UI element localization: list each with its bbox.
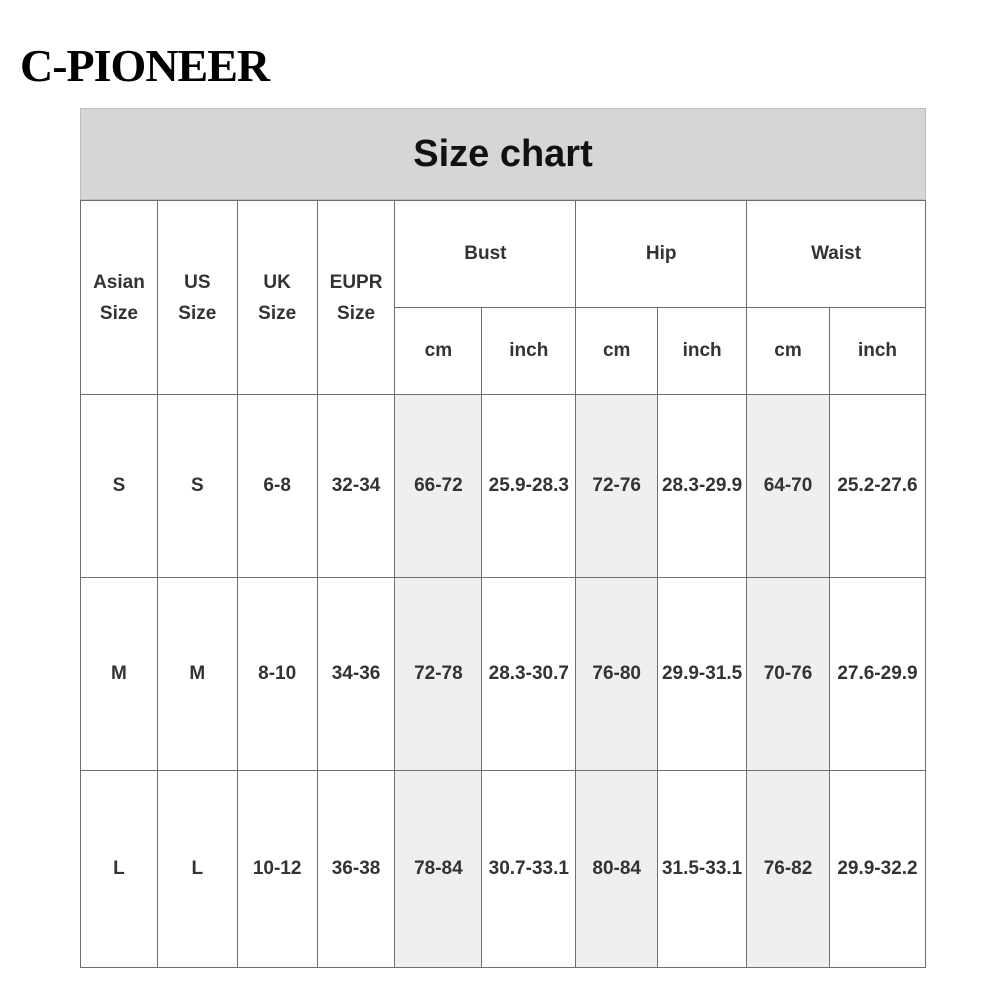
header-us-line2: Size (178, 302, 217, 324)
header-eupr-line2: Size (337, 302, 376, 324)
header-asian-line1: Asian (93, 271, 145, 293)
header-hip: Hip (576, 201, 747, 308)
size-chart (80, 108, 926, 968)
cell-us-size: S (157, 395, 237, 578)
header-asian-size (81, 201, 158, 395)
cell-eupr-size: 34-36 (317, 578, 395, 771)
cell-us-size: M (157, 578, 237, 771)
cell-uk-size: 8-10 (237, 578, 317, 771)
unit-bust-cm: cm (395, 308, 482, 395)
cell-bust-cm: 78-84 (395, 771, 482, 968)
cell-waist-inch: 27.6-29.9 (829, 578, 925, 771)
unit-bust-inch: inch (482, 308, 576, 395)
header-us-size (157, 201, 237, 395)
chart-title: Size chart (80, 108, 926, 200)
cell-waist-inch: 29.9-32.2 (829, 771, 925, 968)
cell-waist-cm: 64-70 (747, 395, 830, 578)
cell-hip-cm: 72-76 (576, 395, 658, 578)
header-eupr-size (317, 201, 395, 395)
unit-hip-inch: inch (658, 308, 747, 395)
cell-uk-size: 10-12 (237, 771, 317, 968)
cell-waist-inch: 25.2-27.6 (829, 395, 925, 578)
cell-bust-cm: 72-78 (395, 578, 482, 771)
cell-asian-size: L (81, 771, 158, 968)
cell-hip-inch: 28.3-29.9 (658, 395, 747, 578)
cell-hip-inch: 31.5-33.1 (658, 771, 747, 968)
header-uk-line2: Size (258, 302, 297, 324)
header-uk-size (237, 201, 317, 395)
header-asian-line2: Size (99, 302, 138, 324)
table-row (81, 578, 926, 771)
cell-us-size: L (157, 771, 237, 968)
cell-hip-cm: 80-84 (576, 771, 658, 968)
table-row (81, 771, 926, 968)
header-row-groups (81, 201, 926, 308)
size-table (80, 200, 926, 968)
cell-bust-inch: 25.9-28.3 (482, 395, 576, 578)
cell-asian-size: M (81, 578, 158, 771)
header-us-line1: US (184, 271, 211, 293)
cell-bust-cm: 66-72 (395, 395, 482, 578)
cell-eupr-size: 36-38 (317, 771, 395, 968)
header-eupr-line1: EUPR (329, 271, 383, 293)
cell-asian-size: S (81, 395, 158, 578)
cell-waist-cm: 76-82 (747, 771, 830, 968)
header-uk-line1: UK (263, 271, 291, 293)
cell-uk-size: 6-8 (237, 395, 317, 578)
unit-waist-inch: inch (829, 308, 925, 395)
cell-bust-inch: 30.7-33.1 (482, 771, 576, 968)
cell-eupr-size: 32-34 (317, 395, 395, 578)
cell-bust-inch: 28.3-30.7 (482, 578, 576, 771)
brand-logo: C-PIONEER (20, 40, 270, 91)
header-waist: Waist (747, 201, 926, 308)
cell-waist-cm: 70-76 (747, 578, 830, 771)
unit-waist-cm: cm (747, 308, 830, 395)
unit-hip-cm: cm (576, 308, 658, 395)
table-row (81, 395, 926, 578)
cell-hip-inch: 29.9-31.5 (658, 578, 747, 771)
cell-hip-cm: 76-80 (576, 578, 658, 771)
header-bust: Bust (395, 201, 576, 308)
